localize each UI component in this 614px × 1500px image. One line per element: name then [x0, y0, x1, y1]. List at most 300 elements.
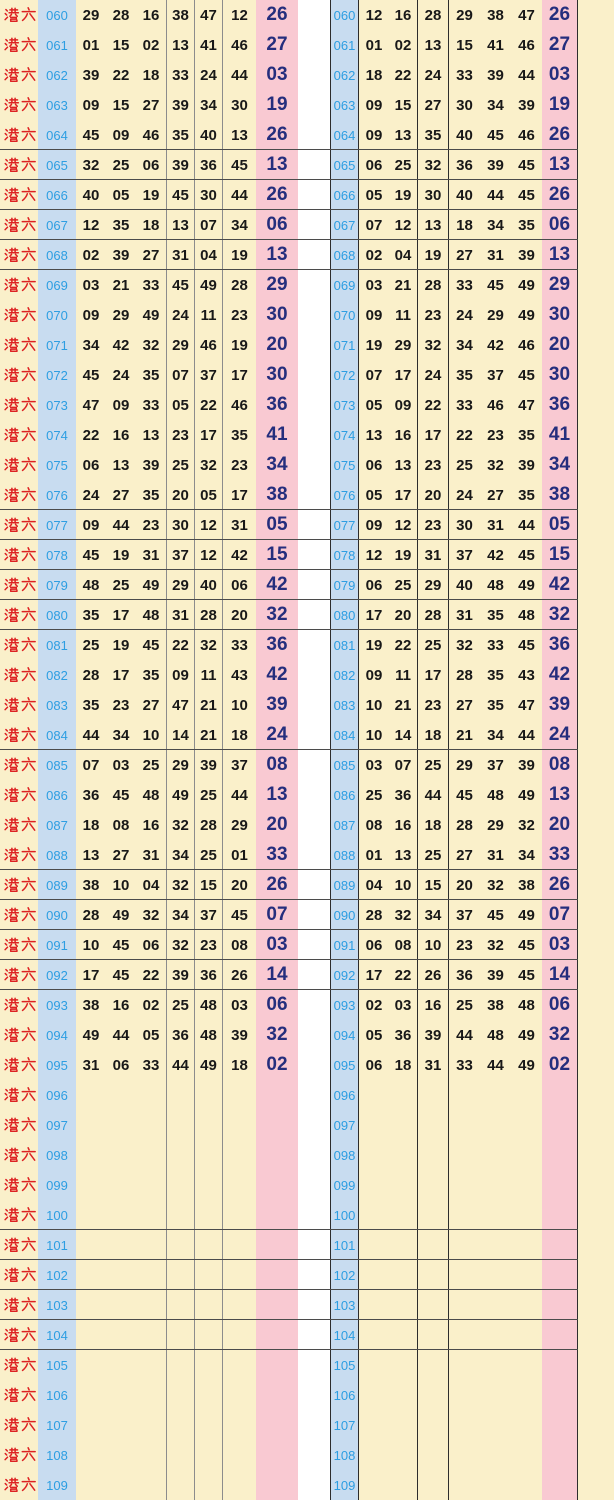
- number-cell: [195, 1440, 223, 1470]
- number-cell: 24: [418, 60, 449, 90]
- issue-number: 092: [38, 960, 76, 990]
- number-cell: 22: [389, 630, 418, 660]
- number-cell: 31: [418, 540, 449, 570]
- number-cell: [449, 1260, 480, 1290]
- issue-number: 100: [38, 1200, 76, 1230]
- number-cell: 38: [167, 0, 195, 30]
- number-cell: [359, 1410, 389, 1440]
- number-cell: 07: [389, 750, 418, 780]
- draw-row-right: [331, 960, 577, 990]
- number-cell: 32: [487, 876, 504, 894]
- number-cell: [389, 1290, 418, 1320]
- issue-number: 099: [38, 1170, 76, 1200]
- special-number: 30: [542, 300, 577, 330]
- number-cell: 17: [365, 966, 383, 984]
- number-cell: 09: [82, 96, 100, 114]
- number-cell: 49: [112, 906, 130, 924]
- number-cell: 32: [167, 870, 195, 900]
- number-cell: 36: [195, 960, 223, 990]
- number-cell: [136, 1320, 167, 1350]
- draw-row-right: [331, 780, 577, 810]
- number-cell: [136, 1470, 167, 1500]
- number-cell: [76, 1170, 106, 1200]
- issue-number: 103: [331, 1290, 359, 1320]
- special-number: [542, 1230, 577, 1260]
- number-cell: 20: [167, 480, 195, 510]
- number-cell: [359, 1290, 389, 1320]
- special-number: 03: [542, 930, 577, 960]
- number-cell: 40: [82, 186, 100, 204]
- number-cell: 20: [231, 606, 248, 624]
- draw-row-right: [331, 1140, 577, 1170]
- brand-label: [0, 1080, 38, 1110]
- issue-number: 070: [331, 300, 359, 330]
- number-cell: 49: [518, 1056, 535, 1074]
- number-cell: 05: [365, 186, 383, 204]
- number-cell: 46: [195, 330, 223, 360]
- number-cell: [223, 1140, 256, 1170]
- number-cell: [76, 1260, 106, 1290]
- number-cell: 10: [389, 870, 418, 900]
- number-cell: [359, 1080, 389, 1110]
- number-cell: [136, 1080, 167, 1110]
- number-cell: [195, 1080, 223, 1110]
- number-cell: 12: [365, 6, 383, 24]
- number-cell: 30: [418, 180, 449, 210]
- gangliu-glyph: [3, 907, 36, 923]
- number-cell: 19: [231, 336, 248, 354]
- draw-row-left: [0, 90, 298, 120]
- draw-row-left: [0, 660, 298, 690]
- number-cell: [480, 1110, 511, 1140]
- number-cell: 10: [82, 936, 100, 954]
- number-cell: [167, 1080, 195, 1110]
- draw-row-right: [331, 690, 577, 720]
- issue-number: 102: [38, 1260, 76, 1290]
- number-cell: 14: [389, 720, 418, 750]
- number-cell: [195, 1350, 223, 1380]
- number-cell: 29: [487, 306, 504, 324]
- special-number: 24: [542, 720, 577, 750]
- row-separator: [0, 929, 578, 930]
- number-cell: 05: [112, 186, 130, 204]
- number-cell: [136, 1230, 167, 1260]
- number-cell: 19: [112, 546, 130, 564]
- number-cell: 33: [487, 636, 504, 654]
- special-number: 26: [542, 870, 577, 900]
- number-cell: 24: [418, 360, 449, 390]
- draw-row-right: [331, 630, 577, 660]
- number-cell: 23: [167, 420, 195, 450]
- issue-number: 068: [331, 240, 359, 270]
- brand-label: [0, 870, 38, 900]
- number-cell: [167, 1230, 195, 1260]
- number-cell: 33: [456, 66, 473, 84]
- number-cell: 25: [456, 456, 473, 474]
- draw-row-left: [0, 960, 298, 990]
- number-cell: 19: [418, 240, 449, 270]
- number-cell: 40: [456, 576, 473, 594]
- draw-row-left: [0, 1290, 298, 1320]
- number-cell: 15: [456, 36, 473, 54]
- number-cell: [480, 1170, 511, 1200]
- draw-row-left: [0, 930, 298, 960]
- number-cell: 25: [112, 156, 130, 174]
- issue-number: 108: [331, 1440, 359, 1470]
- issue-number: 080: [38, 600, 76, 630]
- number-cell: 27: [456, 696, 473, 714]
- number-cell: 45: [456, 786, 473, 804]
- issue-number: 060: [331, 0, 359, 30]
- issue-number: 096: [38, 1080, 76, 1110]
- number-cell: 35: [518, 486, 535, 504]
- number-cell: [76, 1140, 106, 1170]
- issue-number: 063: [331, 90, 359, 120]
- issue-number: 086: [38, 780, 76, 810]
- number-cell: 21: [195, 690, 223, 720]
- special-number: 26: [542, 120, 577, 150]
- issue-number: 106: [331, 1380, 359, 1410]
- number-cell: [106, 1410, 136, 1440]
- issue-number: 066: [331, 180, 359, 210]
- number-cell: 32: [487, 456, 504, 474]
- issue-number: 088: [331, 840, 359, 870]
- number-cell: 23: [418, 450, 449, 480]
- gangliu-glyph: [3, 937, 36, 953]
- number-cell: 27: [136, 690, 167, 720]
- number-cell: 45: [518, 186, 535, 204]
- number-cell: 34: [82, 336, 100, 354]
- number-cell: 09: [82, 516, 100, 534]
- number-cell: 22: [418, 390, 449, 420]
- number-cell: [418, 1230, 449, 1260]
- number-cell: [389, 1110, 418, 1140]
- draw-row-right: [331, 0, 577, 30]
- number-cell: [418, 1350, 449, 1380]
- number-cell: 36: [167, 1020, 195, 1050]
- number-cell: 42: [487, 546, 504, 564]
- number-cell: [167, 1170, 195, 1200]
- draw-row-right: [331, 120, 577, 150]
- special-number: 13: [542, 780, 577, 810]
- number-cell: 23: [487, 426, 504, 444]
- draw-row-right: [331, 990, 577, 1020]
- number-cell: 44: [231, 186, 248, 204]
- number-cell: [223, 1320, 256, 1350]
- number-cell: 01: [231, 846, 248, 864]
- number-cell: 23: [418, 690, 449, 720]
- number-cell: [223, 1290, 256, 1320]
- issue-number: 071: [331, 330, 359, 360]
- number-cell: 29: [112, 306, 130, 324]
- gangliu-glyph: [3, 787, 36, 803]
- number-cell: 22: [195, 390, 223, 420]
- number-cell: 35: [487, 606, 504, 624]
- number-cell: 36: [82, 786, 100, 804]
- number-cell: 45: [487, 906, 504, 924]
- number-cell: 32: [456, 636, 473, 654]
- brand-label: [0, 1140, 38, 1170]
- draw-row-left: [0, 750, 298, 780]
- number-cell: 21: [195, 720, 223, 750]
- number-cell: [195, 1290, 223, 1320]
- number-cell: [167, 1320, 195, 1350]
- number-cell: 03: [231, 996, 248, 1014]
- issue-number: 101: [331, 1230, 359, 1260]
- number-cell: 12: [195, 540, 223, 570]
- number-cell: 21: [389, 270, 418, 300]
- number-cell: 39: [487, 966, 504, 984]
- number-cell: 33: [231, 636, 248, 654]
- number-cell: 47: [195, 0, 223, 30]
- number-cell: [480, 1320, 511, 1350]
- draw-row-right: [331, 450, 577, 480]
- gangliu-glyph: [3, 967, 36, 983]
- number-cell: [449, 1320, 480, 1350]
- draw-row-right: [331, 540, 577, 570]
- number-cell: 12: [231, 6, 248, 24]
- number-cell: 08: [112, 816, 130, 834]
- row-separator: [0, 989, 578, 990]
- special-number: 30: [256, 360, 298, 390]
- draw-row-right: [331, 720, 577, 750]
- issue-number: 060: [38, 0, 76, 30]
- number-cell: [511, 1380, 542, 1410]
- number-cell: 49: [195, 1050, 223, 1080]
- number-cell: 28: [418, 600, 449, 630]
- number-cell: [511, 1260, 542, 1290]
- number-cell: 39: [167, 150, 195, 180]
- number-cell: 11: [195, 300, 223, 330]
- number-cell: 06: [365, 1056, 383, 1074]
- row-separator: [0, 959, 578, 960]
- number-cell: 35: [136, 360, 167, 390]
- number-cell: [195, 1260, 223, 1290]
- number-cell: 13: [167, 210, 195, 240]
- number-cell: 07: [82, 756, 100, 774]
- number-cell: [418, 1380, 449, 1410]
- special-number: [256, 1200, 298, 1230]
- issue-number: 084: [38, 720, 76, 750]
- number-cell: 32: [167, 930, 195, 960]
- number-cell: 28: [231, 276, 248, 294]
- number-cell: [359, 1260, 389, 1290]
- number-cell: [195, 1110, 223, 1140]
- number-cell: 19: [365, 636, 383, 654]
- number-cell: 03: [365, 756, 383, 774]
- issue-number: 074: [38, 420, 76, 450]
- brand-label: [0, 30, 38, 60]
- number-cell: 09: [365, 306, 383, 324]
- number-cell: 25: [456, 996, 473, 1014]
- number-cell: 48: [487, 576, 504, 594]
- special-number: [256, 1350, 298, 1380]
- special-number: 26: [256, 180, 298, 210]
- number-cell: [389, 1410, 418, 1440]
- brand-label: [0, 1350, 38, 1380]
- issue-number: 076: [331, 480, 359, 510]
- number-cell: [480, 1290, 511, 1320]
- number-cell: 47: [518, 6, 535, 24]
- special-number: [542, 1290, 577, 1320]
- number-cell: 47: [167, 690, 195, 720]
- special-number: 24: [256, 720, 298, 750]
- special-number: 36: [256, 630, 298, 660]
- issue-number: 061: [38, 30, 76, 60]
- number-cell: 13: [389, 450, 418, 480]
- number-cell: 17: [112, 666, 130, 684]
- gangliu-glyph: [3, 1027, 36, 1043]
- brand-label: [0, 1290, 38, 1320]
- number-cell: 02: [389, 30, 418, 60]
- issue-number: 097: [38, 1110, 76, 1140]
- number-cell: 30: [231, 96, 248, 114]
- number-cell: 24: [456, 306, 473, 324]
- draw-row-right: [331, 30, 577, 60]
- gangliu-glyph: [3, 1177, 36, 1193]
- brand-label: [0, 1260, 38, 1290]
- number-cell: 38: [82, 996, 100, 1014]
- issue-number: 079: [331, 570, 359, 600]
- number-cell: [223, 1410, 256, 1440]
- number-cell: [418, 1470, 449, 1500]
- special-number: 29: [542, 270, 577, 300]
- issue-number: 085: [331, 750, 359, 780]
- number-cell: 12: [82, 216, 100, 234]
- number-cell: 45: [82, 546, 100, 564]
- issue-number: 092: [331, 960, 359, 990]
- number-cell: 13: [167, 30, 195, 60]
- special-number: [542, 1260, 577, 1290]
- number-cell: 18: [136, 210, 167, 240]
- brand-label: [0, 1470, 38, 1500]
- number-cell: 18: [456, 216, 473, 234]
- draw-row-right: [331, 180, 577, 210]
- number-cell: 43: [231, 666, 248, 684]
- number-cell: 09: [389, 390, 418, 420]
- special-number: [256, 1140, 298, 1170]
- draw-row-right: [331, 360, 577, 390]
- number-cell: 25: [418, 750, 449, 780]
- number-cell: [76, 1200, 106, 1230]
- draw-row-left: [0, 330, 298, 360]
- draw-row-right: [331, 1260, 577, 1290]
- issue-number: 087: [331, 810, 359, 840]
- number-cell: 49: [518, 576, 535, 594]
- number-cell: 33: [136, 270, 167, 300]
- number-cell: [359, 1170, 389, 1200]
- number-cell: 27: [136, 240, 167, 270]
- number-cell: 37: [487, 366, 504, 384]
- draw-row-left: [0, 180, 298, 210]
- special-number: 15: [256, 540, 298, 570]
- draw-row-left: [0, 630, 298, 660]
- special-number: 02: [256, 1050, 298, 1080]
- number-cell: 19: [231, 246, 248, 264]
- special-number: 06: [542, 210, 577, 240]
- issue-number: 107: [331, 1410, 359, 1440]
- number-cell: 37: [487, 756, 504, 774]
- draw-row-left: [0, 1050, 298, 1080]
- number-cell: 32: [418, 330, 449, 360]
- number-cell: 22: [389, 960, 418, 990]
- number-cell: 17: [112, 606, 130, 624]
- number-cell: [106, 1230, 136, 1260]
- issue-number: 094: [38, 1020, 76, 1050]
- number-cell: 35: [82, 696, 100, 714]
- special-number: [542, 1440, 577, 1470]
- gangliu-glyph: [3, 817, 36, 833]
- number-cell: 38: [82, 876, 100, 894]
- number-cell: 24: [82, 486, 100, 504]
- number-cell: 07: [167, 360, 195, 390]
- number-cell: 29: [167, 570, 195, 600]
- issue-number: 100: [331, 1200, 359, 1230]
- special-number: 26: [256, 870, 298, 900]
- special-number: 39: [542, 690, 577, 720]
- issue-number: 105: [331, 1350, 359, 1380]
- number-cell: [136, 1200, 167, 1230]
- number-cell: 37: [195, 900, 223, 930]
- number-cell: 01: [82, 36, 100, 54]
- gangliu-glyph: [3, 637, 36, 653]
- number-cell: 39: [112, 246, 130, 264]
- number-cell: 39: [518, 456, 535, 474]
- special-number: 13: [256, 240, 298, 270]
- brand-label: [0, 390, 38, 420]
- number-cell: 07: [365, 366, 383, 384]
- issue-number: 063: [38, 90, 76, 120]
- number-cell: 06: [136, 150, 167, 180]
- special-number: 07: [256, 900, 298, 930]
- number-cell: 28: [82, 666, 100, 684]
- number-cell: 39: [195, 750, 223, 780]
- number-cell: [76, 1230, 106, 1260]
- number-cell: 22: [136, 960, 167, 990]
- number-cell: 13: [389, 120, 418, 150]
- number-cell: 35: [518, 426, 535, 444]
- draw-row-left: [0, 1200, 298, 1230]
- number-cell: [195, 1230, 223, 1260]
- number-cell: 43: [518, 666, 535, 684]
- number-cell: 34: [487, 726, 504, 744]
- gangliu-glyph: [3, 397, 36, 413]
- number-cell: 02: [365, 246, 383, 264]
- number-cell: 17: [418, 660, 449, 690]
- gangliu-glyph: [3, 367, 36, 383]
- special-number: 26: [256, 120, 298, 150]
- number-cell: [389, 1350, 418, 1380]
- number-cell: 10: [418, 930, 449, 960]
- brand-label: [0, 1200, 38, 1230]
- row-separator: [0, 1289, 578, 1290]
- special-number: [256, 1260, 298, 1290]
- number-cell: 32: [82, 156, 100, 174]
- number-cell: [195, 1200, 223, 1230]
- number-cell: 46: [518, 126, 535, 144]
- number-cell: 39: [167, 960, 195, 990]
- number-cell: 32: [487, 936, 504, 954]
- issue-number: 106: [38, 1380, 76, 1410]
- draw-row-left: [0, 720, 298, 750]
- draw-row-left: [0, 570, 298, 600]
- number-cell: 11: [195, 660, 223, 690]
- row-separator: [0, 209, 578, 210]
- issue-number: 075: [331, 450, 359, 480]
- number-cell: 28: [418, 270, 449, 300]
- number-cell: 23: [112, 696, 130, 714]
- number-cell: 22: [456, 426, 473, 444]
